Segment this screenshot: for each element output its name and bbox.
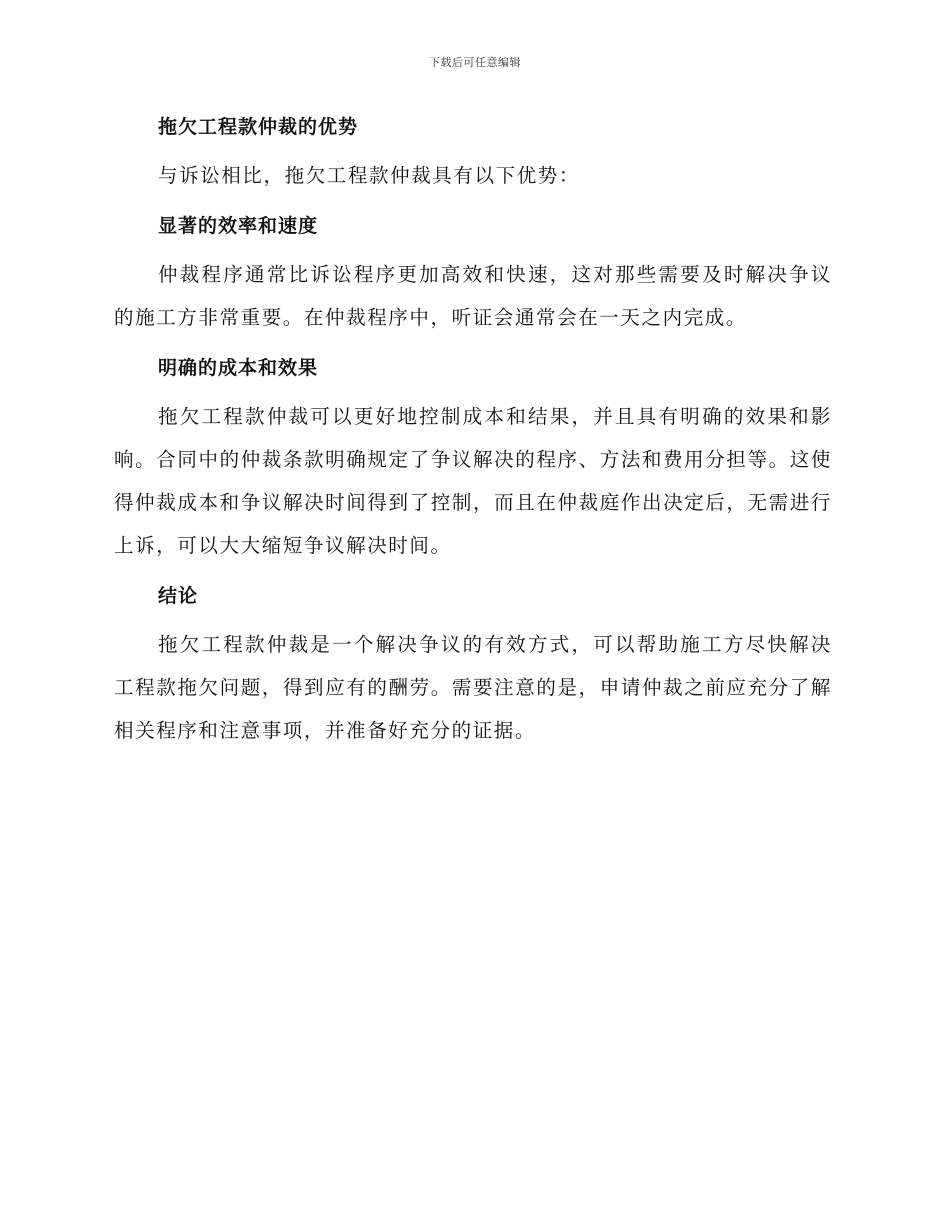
page-header: 下载后可任意编辑: [429, 56, 521, 69]
document-body: [114, 106, 832, 752]
paragraph-conclusion: 拖欠工程款仲裁是一个解决争议的有效方式，可以帮助施工方尽快解决工程款拖欠问题，得到应有的酬劳。需要注意的是，申请仲裁之前应充分了解相关程序和注意事项，并准备好充分的证据。: [114, 633, 832, 742]
section-heading-efficiency: 显著的效率和速度: [158, 215, 319, 237]
section-heading-advantages: 拖欠工程款仲裁的优势: [158, 116, 359, 138]
paragraph-efficiency: 仲裁程序通常比诉讼程序更加高效和快速，这对那些需要及时解决争议的施工方非常重要。在仲裁程序中，听证会通常会在一天之内完成。: [114, 263, 832, 329]
paragraph-advantages-intro: 与诉讼相比，拖欠工程款仲裁具有以下优势：: [158, 164, 581, 187]
section-heading-cost: 明确的成本和效果: [158, 357, 319, 379]
section-heading-conclusion: 结论: [158, 585, 199, 607]
paragraph-cost: 拖欠工程款仲裁可以更好地控制成本和结果，并且具有明确的效果和影响。合同中的仲裁条款明确规定了争议解决的程序、方法和费用分担等。这使得仲裁成本和争议解决时间得到了控制，而且在仲裁庭作出决定后，无需进行上诉，可以大大缩短争议解决时间。: [114, 405, 832, 557]
